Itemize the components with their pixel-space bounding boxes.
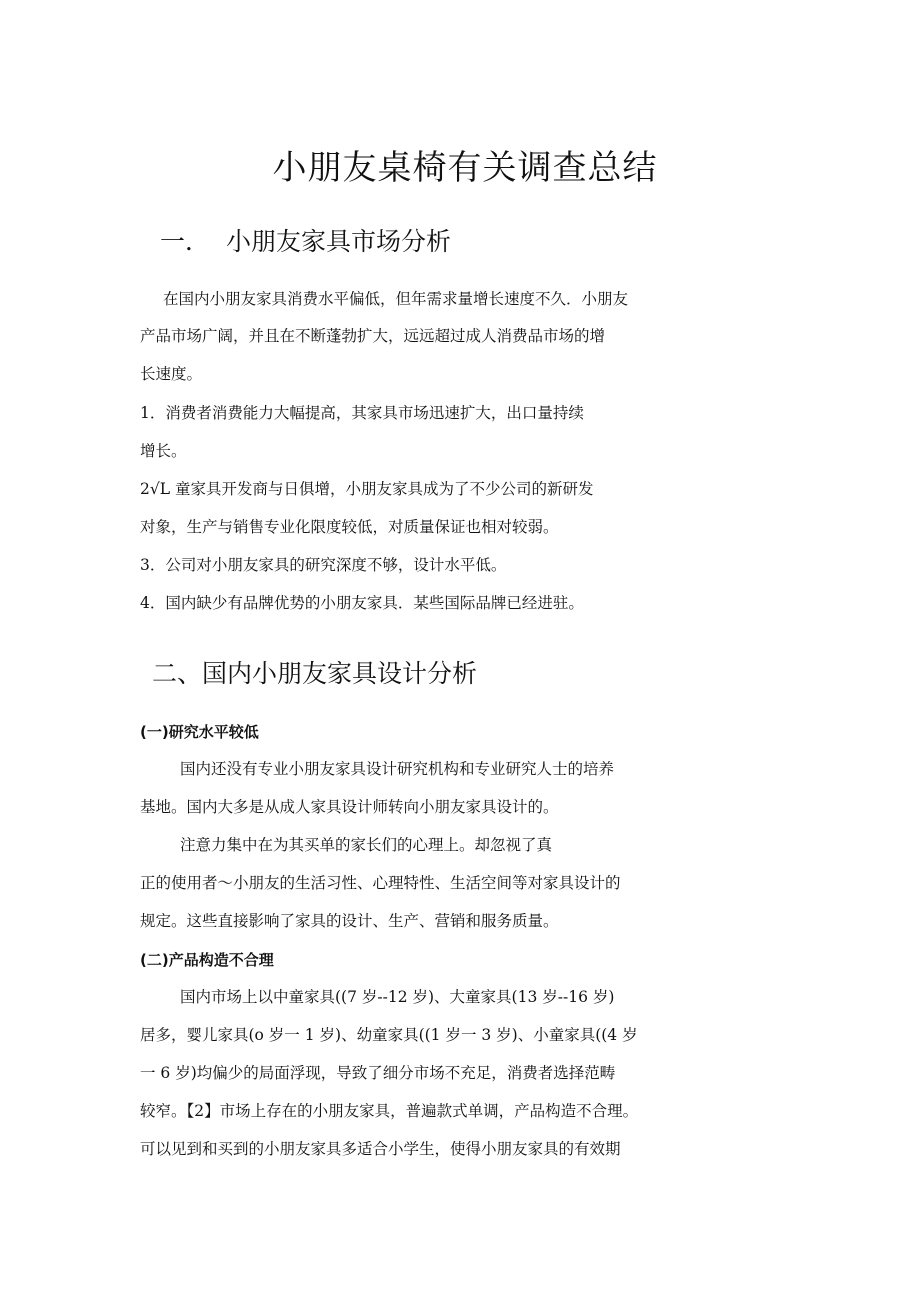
paragraph-line: 一 6 岁)均偏少的局面浮现，导致了细分市场不充足，消费者选择范畴 — [140, 1064, 616, 1082]
list-item-2-cont: 对象，生产与销售专业化限度较低，对质量保证也相对较弱。 — [140, 518, 559, 536]
list-item-3: 3．公司对小朋友家具的研究深度不够，设计水平低。 — [140, 556, 507, 574]
paragraph-line: 国内还没有专业小朋友家具设计研究机构和专业研究人士的培养 — [180, 760, 615, 778]
list-item-1: 1．消费者消费能力大幅提高，其家具市场迅速扩大，出口量持续 — [140, 404, 584, 422]
paragraph-line: 居多，婴儿家具(o 岁一 1 岁)、幼童家具((1 岁一 3 岁)、小童家具((4 岁 — [140, 1026, 638, 1044]
paragraph-line: 产品市场广阔，并且在不断蓬勃扩大，远远超过成人消费品市场的增 — [140, 327, 606, 345]
section-2-heading: 二、国内小朋友家具设计分析 — [152, 659, 478, 688]
paragraph-line: 在国内小朋友家具消费水平偏低，但年需求量增长速度不久．小朋友 — [163, 290, 629, 308]
paragraph-line: 较窄。【2】市场上存在的小朋友家具，普遍款式单调，产品构造不合理。 — [140, 1102, 639, 1120]
list-item-2: 2√L 童家具开发商与日俱增，小朋友家具成为了不少公司的新研发 — [140, 480, 594, 498]
paragraph-line: 可以见到和买到的小朋友家具多适合小学生，使得小朋友家具的有效期 — [140, 1140, 621, 1158]
paragraph-line: 长速度。 — [140, 365, 203, 383]
paragraph-line: 正的使用者～小朋友的生活习性、心理特性、生活空间等对家具设计的 — [140, 874, 621, 892]
document-title: 小朋友桌椅有关调查总结 — [272, 148, 658, 188]
section-1-number: 一． — [160, 227, 211, 256]
subsection-1-heading: (一)研究水平较低 — [140, 723, 259, 741]
list-item-4: 4．国内缺少有品牌优势的小朋友家具．某些国际品牌已经进驻。 — [140, 594, 584, 612]
paragraph-line: 国内市场上以中童家具((7 岁--12 岁)、大童家具(13 岁--16 岁) — [180, 988, 615, 1006]
section-1-title: 小朋友家具市场分析 — [226, 227, 452, 256]
subsection-2-heading: (二)产品构造不合理 — [140, 951, 274, 969]
paragraph-line: 注意力集中在为其买单的家长们的心理上。却忽视了真 — [180, 836, 553, 854]
section-1-heading — [160, 222, 451, 258]
paragraph-line: 规定。这些直接影响了家具的设计、生产、营销和服务质量。 — [140, 912, 559, 930]
list-item-1-cont: 增长。 — [140, 442, 187, 460]
paragraph-line: 基地。国内大多是从成人家具设计师转向小朋友家具设计的。 — [140, 798, 559, 816]
